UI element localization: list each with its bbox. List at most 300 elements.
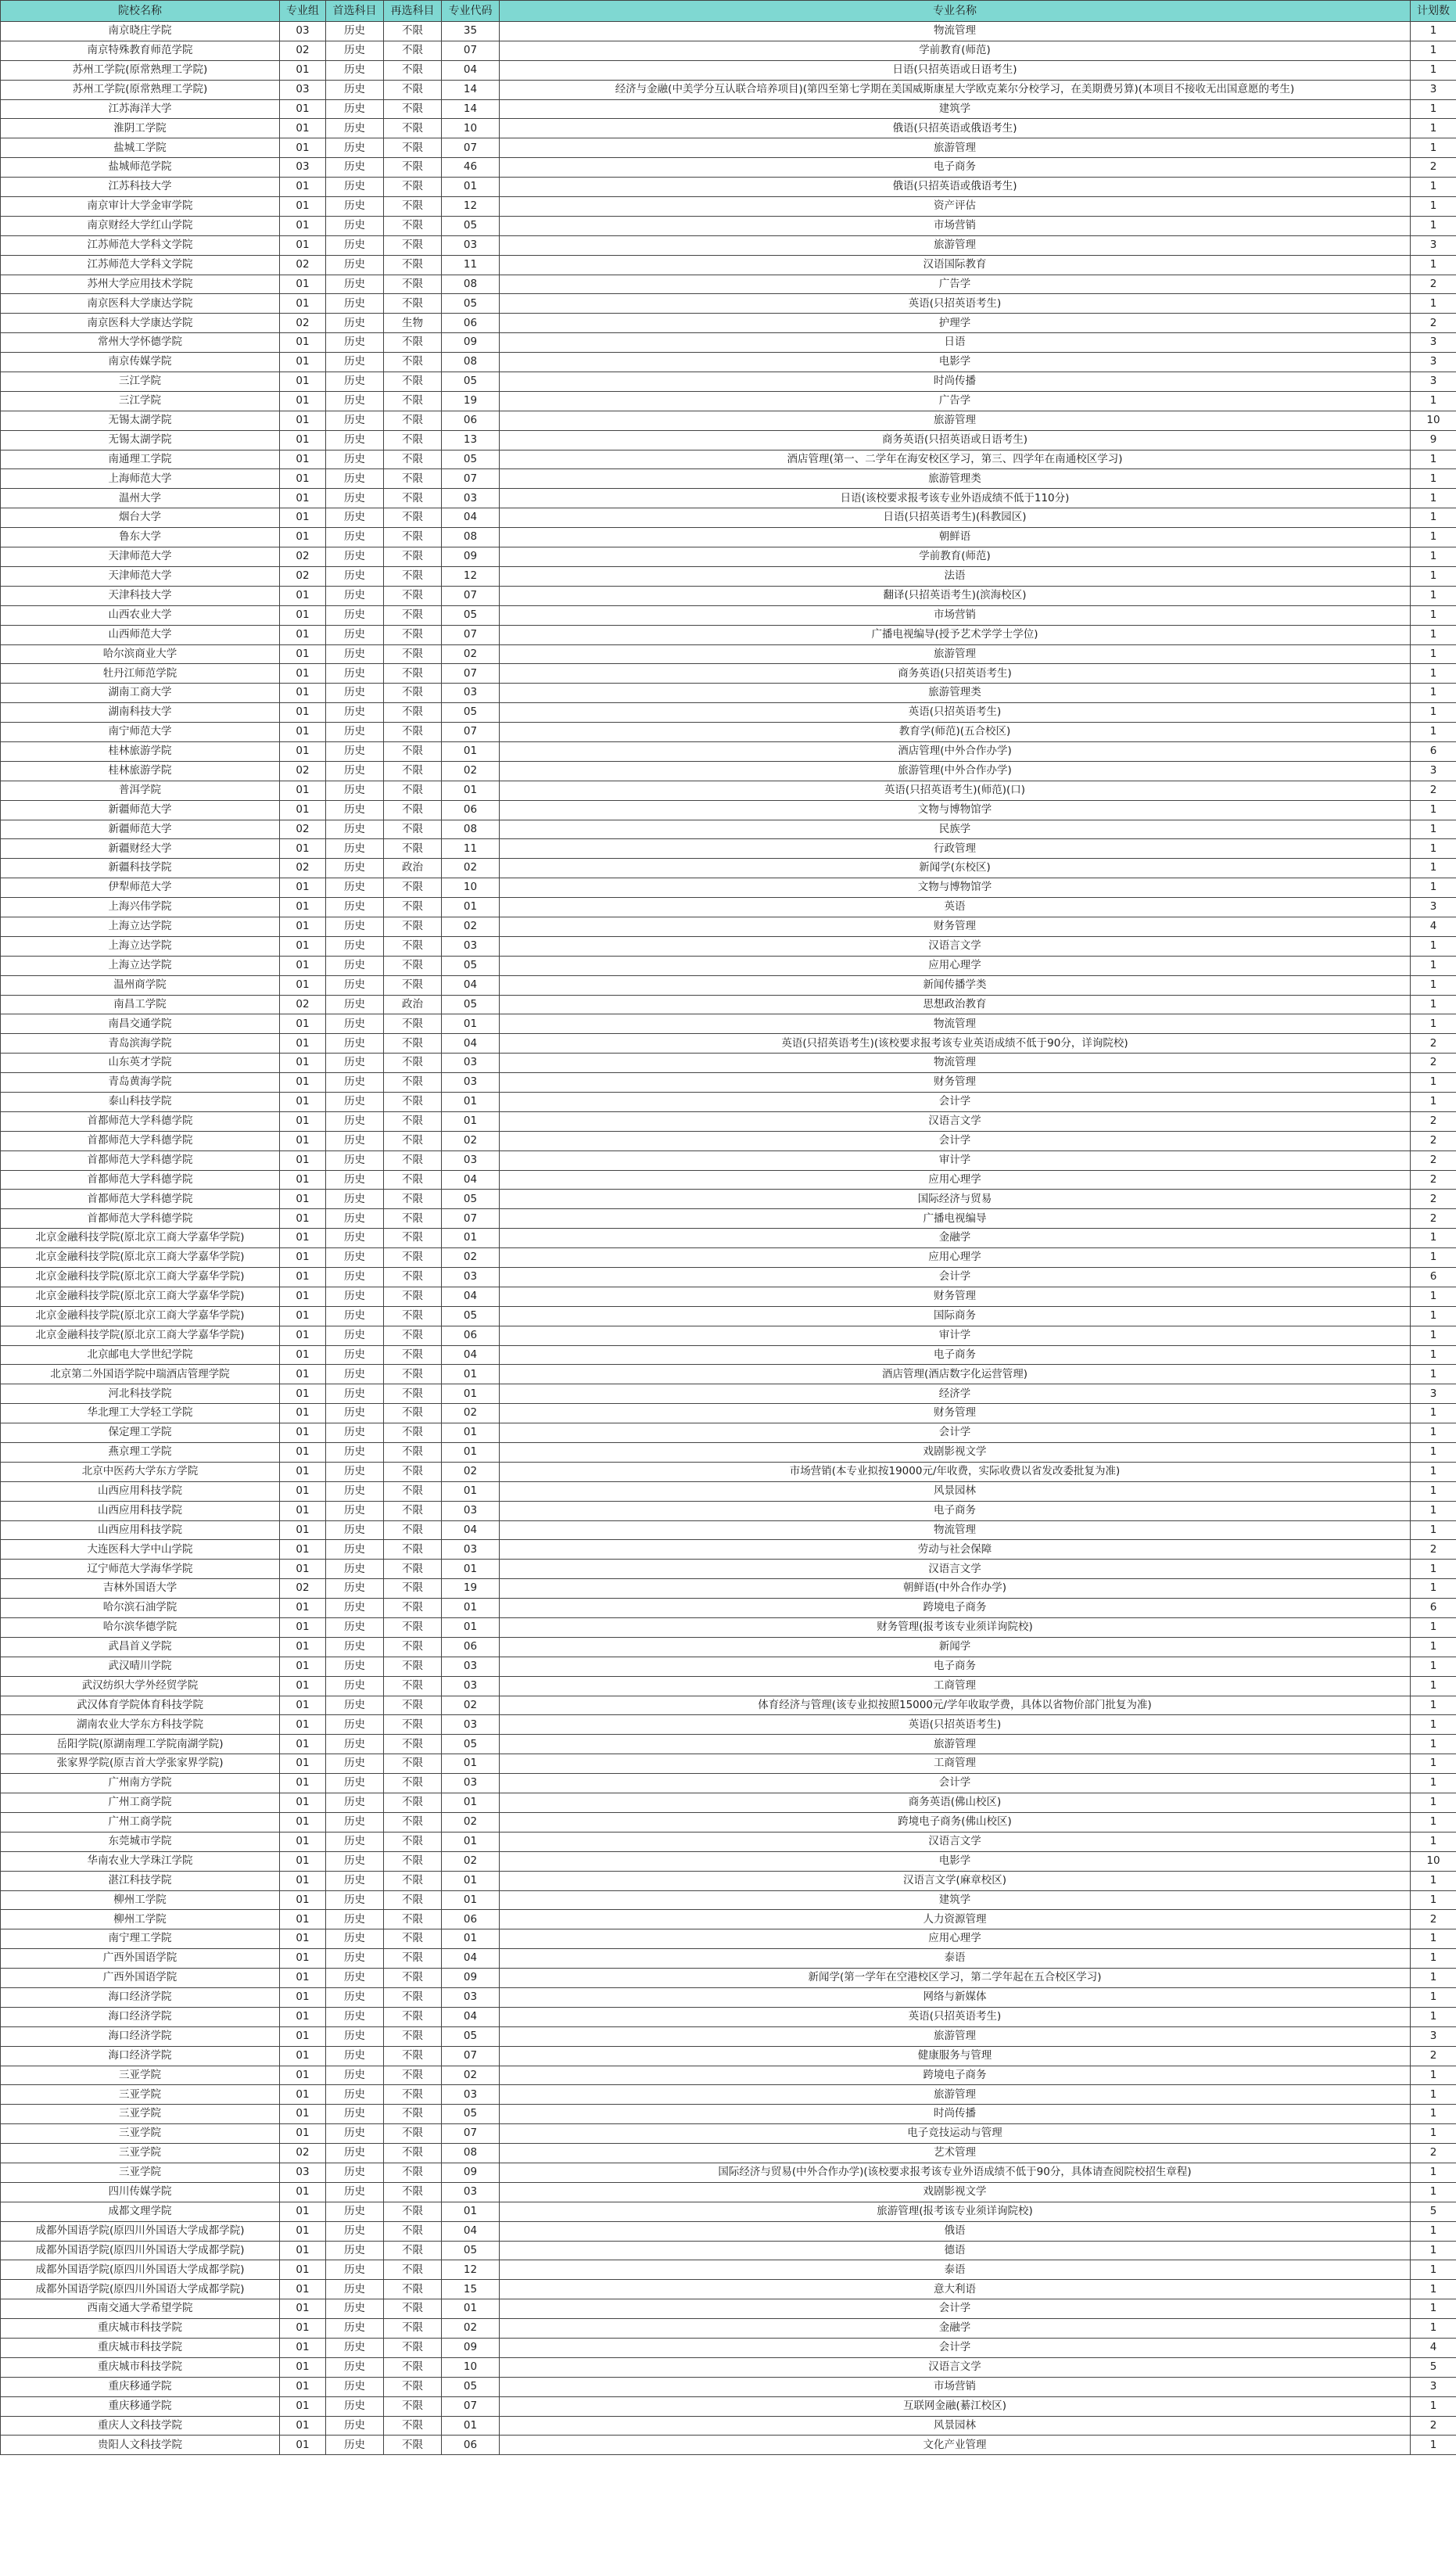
major-name-cell: 泰语 [500, 1949, 1411, 1969]
school-name-cell: 保定理工学院 [1, 1423, 280, 1443]
second-subject-cell: 不限 [384, 1481, 442, 1501]
first-subject-cell: 历史 [326, 1229, 384, 1248]
school-name-cell: 北京第二外国语学院中瑞酒店管理学院 [1, 1365, 280, 1384]
school-name-cell: 柳州工学院 [1, 1890, 280, 1910]
first-subject-cell: 历史 [326, 1150, 384, 1170]
major-code-cell: 01 [442, 1111, 500, 1131]
school-name-cell: 岳阳学院(原湖南理工学院南湖学院) [1, 1735, 280, 1754]
first-subject-cell: 历史 [326, 2357, 384, 2377]
table-row [1, 644, 1456, 664]
table-row [1, 411, 1456, 430]
school-name-cell: 桂林旅游学院 [1, 741, 280, 761]
major-code-cell: 06 [442, 2436, 500, 2455]
major-code-cell: 02 [442, 1812, 500, 1832]
school-name-cell: 湖南农业大学东方科技学院 [1, 1715, 280, 1735]
major-code-cell: 03 [442, 1150, 500, 1170]
first-subject-cell: 历史 [326, 411, 384, 430]
major-code-cell: 02 [442, 1131, 500, 1150]
school-name-cell: 北京金融科技学院(原北京工商大学嘉华学院) [1, 1287, 280, 1306]
plan-count-cell: 1 [1411, 995, 1456, 1014]
major-name-cell: 物流管理 [500, 22, 1411, 41]
major-group-cell: 01 [280, 605, 326, 625]
second-subject-cell: 不限 [384, 2319, 442, 2339]
second-subject-cell: 不限 [384, 664, 442, 684]
major-name-cell: 物流管理 [500, 1014, 1411, 1034]
major-code-cell: 02 [442, 1462, 500, 1481]
major-name-cell: 风景园林 [500, 2416, 1411, 2436]
first-subject-cell: 历史 [326, 878, 384, 898]
second-subject-cell: 不限 [384, 2026, 442, 2046]
second-subject-cell: 不限 [384, 2144, 442, 2163]
major-name-cell: 英语(只招英语考生)(该校要求报考该专业英语成绩不低于90分，详询院校) [500, 1034, 1411, 1054]
first-subject-cell: 历史 [326, 664, 384, 684]
major-name-cell: 时尚传播 [500, 372, 1411, 392]
first-subject-cell: 历史 [326, 2260, 384, 2280]
second-subject-cell: 不限 [384, 2046, 442, 2066]
first-subject-cell: 历史 [326, 1054, 384, 1073]
school-name-cell: 重庆移通学院 [1, 2396, 280, 2416]
major-name-cell: 戏剧影视文学 [500, 1443, 1411, 1463]
major-group-cell: 01 [280, 2260, 326, 2280]
school-name-cell: 淮阴工学院 [1, 119, 280, 138]
plan-count-cell: 1 [1411, 1715, 1456, 1735]
major-name-cell: 俄语 [500, 2221, 1411, 2241]
plan-count-cell: 2 [1411, 2144, 1456, 2163]
major-group-cell: 01 [280, 1014, 326, 1034]
school-name-cell: 武汉体育学院体育科技学院 [1, 1696, 280, 1715]
first-subject-cell: 历史 [326, 898, 384, 917]
school-name-cell: 江苏海洋大学 [1, 99, 280, 119]
major-group-cell: 01 [280, 1092, 326, 1111]
major-group-cell: 01 [280, 1073, 326, 1093]
table-row [1, 1890, 1456, 1910]
school-name-cell: 山西应用科技学院 [1, 1501, 280, 1520]
second-subject-cell: 不限 [384, 333, 442, 353]
second-subject-cell: 政治 [384, 995, 442, 1014]
second-subject-cell: 不限 [384, 1423, 442, 1443]
major-group-cell: 01 [280, 372, 326, 392]
table-row [1, 995, 1456, 1014]
table-row [1, 294, 1456, 314]
table-body [1, 22, 1456, 2455]
major-code-cell: 01 [442, 781, 500, 800]
plan-count-cell: 1 [1411, 1969, 1456, 1988]
second-subject-cell: 不限 [384, 60, 442, 80]
major-group-cell: 01 [280, 1890, 326, 1910]
school-name-cell: 首都师范大学科德学院 [1, 1170, 280, 1190]
table-row [1, 703, 1456, 723]
major-code-cell: 03 [442, 235, 500, 255]
first-subject-cell: 历史 [326, 178, 384, 197]
major-code-cell: 04 [442, 1949, 500, 1969]
second-subject-cell: 不限 [384, 1287, 442, 1306]
table-row [1, 314, 1456, 333]
second-subject-cell: 不限 [384, 1637, 442, 1657]
major-group-cell: 01 [280, 1365, 326, 1384]
major-name-cell: 旅游管理(中外合作办学) [500, 761, 1411, 781]
second-subject-cell: 不限 [384, 450, 442, 469]
first-subject-cell: 历史 [326, 1190, 384, 1209]
plan-count-cell: 1 [1411, 1949, 1456, 1969]
table-row [1, 2085, 1456, 2105]
major-group-cell: 01 [280, 1637, 326, 1657]
second-subject-cell: 不限 [384, 547, 442, 567]
major-name-cell: 应用心理学 [500, 956, 1411, 975]
major-code-cell: 03 [442, 1657, 500, 1676]
school-name-cell: 哈尔滨商业大学 [1, 644, 280, 664]
major-code-cell: 10 [442, 2357, 500, 2377]
first-subject-cell: 历史 [326, 1365, 384, 1384]
plan-count-cell: 1 [1411, 1812, 1456, 1832]
major-group-cell: 01 [280, 1306, 326, 1326]
major-group-cell: 03 [280, 80, 326, 99]
table-row [1, 605, 1456, 625]
major-name-cell: 旅游管理 [500, 2085, 1411, 2105]
first-subject-cell: 历史 [326, 430, 384, 450]
second-subject-cell: 不限 [384, 703, 442, 723]
first-subject-cell: 历史 [326, 741, 384, 761]
major-code-cell: 11 [442, 839, 500, 859]
major-group-cell: 01 [280, 1832, 326, 1851]
major-code-cell: 04 [442, 60, 500, 80]
plan-count-cell: 1 [1411, 1306, 1456, 1326]
first-subject-cell: 历史 [326, 1034, 384, 1054]
plan-count-cell: 2 [1411, 275, 1456, 294]
table-row [1, 1384, 1456, 1404]
second-subject-cell: 不限 [384, 2202, 442, 2221]
plan-count-cell: 6 [1411, 1268, 1456, 1287]
table-row [1, 1345, 1456, 1365]
major-group-cell: 02 [280, 1579, 326, 1599]
major-group-cell: 03 [280, 2163, 326, 2182]
major-group-cell: 01 [280, 2105, 326, 2124]
table-row [1, 1696, 1456, 1715]
plan-count-cell: 1 [1411, 644, 1456, 664]
plan-count-cell: 1 [1411, 1637, 1456, 1657]
plan-count-cell: 1 [1411, 294, 1456, 314]
table-row [1, 1754, 1456, 1774]
major-code-cell: 01 [442, 2202, 500, 2221]
major-code-cell: 05 [442, 1190, 500, 1209]
first-subject-cell: 历史 [326, 859, 384, 878]
plan-count-cell: 6 [1411, 1599, 1456, 1618]
plan-count-cell: 1 [1411, 1735, 1456, 1754]
plan-count-cell: 1 [1411, 2163, 1456, 2182]
first-subject-cell: 历史 [326, 2202, 384, 2221]
plan-count-cell: 1 [1411, 703, 1456, 723]
major-name-cell: 汉语言文学 [500, 2357, 1411, 2377]
plan-count-cell: 1 [1411, 1579, 1456, 1599]
major-name-cell: 民族学 [500, 820, 1411, 839]
table-row [1, 216, 1456, 235]
school-name-cell: 南京晓庄学院 [1, 22, 280, 41]
table-row [1, 2280, 1456, 2299]
second-subject-cell: 不限 [384, 839, 442, 859]
table-row [1, 60, 1456, 80]
plan-count-cell: 1 [1411, 1890, 1456, 1910]
school-name-cell: 天津科技大学 [1, 586, 280, 605]
major-name-cell: 文物与博物馆学 [500, 800, 1411, 820]
second-subject-cell: 不限 [384, 975, 442, 995]
plan-count-cell: 1 [1411, 605, 1456, 625]
major-name-cell: 财务管理(报考该专业须详询院校) [500, 1618, 1411, 1638]
plan-count-cell: 4 [1411, 917, 1456, 936]
first-subject-cell: 历史 [326, 684, 384, 703]
school-name-cell: 首都师范大学科德学院 [1, 1190, 280, 1209]
first-subject-cell: 历史 [326, 1657, 384, 1676]
first-subject-cell: 历史 [326, 2377, 384, 2396]
school-name-cell: 青岛黄海学院 [1, 1073, 280, 1093]
first-subject-cell: 历史 [326, 2416, 384, 2436]
major-code-cell: 01 [442, 1832, 500, 1851]
plan-count-cell: 3 [1411, 761, 1456, 781]
school-name-cell: 燕京理工学院 [1, 1443, 280, 1463]
second-subject-cell: 不限 [384, 1443, 442, 1463]
major-name-cell: 财务管理 [500, 1073, 1411, 1093]
major-code-cell: 03 [442, 1676, 500, 1696]
major-code-cell: 01 [442, 1229, 500, 1248]
major-code-cell: 03 [442, 1774, 500, 1793]
school-name-cell: 贵阳人文科技学院 [1, 2436, 280, 2455]
major-group-cell: 01 [280, 450, 326, 469]
major-group-cell: 01 [280, 2066, 326, 2085]
table-row [1, 2163, 1456, 2182]
plan-count-cell: 4 [1411, 2338, 1456, 2357]
first-subject-cell: 历史 [326, 508, 384, 528]
major-name-cell: 翻译(只招英语考生)(滨海校区) [500, 586, 1411, 605]
major-group-cell: 01 [280, 1111, 326, 1131]
second-subject-cell: 不限 [384, 1599, 442, 1618]
first-subject-cell: 历史 [326, 1111, 384, 1131]
second-subject-cell: 不限 [384, 1987, 442, 2007]
second-subject-cell: 不限 [384, 22, 442, 41]
major-code-cell: 11 [442, 255, 500, 275]
major-group-cell: 01 [280, 1326, 326, 1345]
plan-count-cell: 5 [1411, 2357, 1456, 2377]
major-code-cell: 05 [442, 216, 500, 235]
major-group-cell: 02 [280, 41, 326, 60]
major-group-cell: 02 [280, 566, 326, 586]
table-row [1, 99, 1456, 119]
table-row [1, 1248, 1456, 1268]
major-name-cell: 英语 [500, 898, 1411, 917]
major-name-cell: 电影学 [500, 1851, 1411, 1871]
major-code-cell: 02 [442, 1248, 500, 1268]
second-subject-cell: 不限 [384, 1229, 442, 1248]
school-name-cell: 河北科技学院 [1, 1384, 280, 1404]
first-subject-cell: 历史 [326, 1735, 384, 1754]
plan-count-cell: 1 [1411, 1073, 1456, 1093]
second-subject-cell: 不限 [384, 216, 442, 235]
plan-count-cell: 1 [1411, 1929, 1456, 1949]
major-group-cell: 01 [280, 1735, 326, 1754]
major-name-cell: 财务管理 [500, 917, 1411, 936]
second-subject-cell: 不限 [384, 2085, 442, 2105]
major-code-cell: 02 [442, 2066, 500, 2085]
table-row [1, 1774, 1456, 1793]
second-subject-cell: 不限 [384, 2377, 442, 2396]
first-subject-cell: 历史 [326, 1540, 384, 1560]
plan-count-cell: 2 [1411, 1170, 1456, 1190]
major-name-cell: 会计学 [500, 1774, 1411, 1793]
major-code-cell: 03 [442, 684, 500, 703]
plan-count-cell: 1 [1411, 1871, 1456, 1890]
first-subject-cell: 历史 [326, 2085, 384, 2105]
major-name-cell: 俄语(只招英语或俄语考生) [500, 178, 1411, 197]
major-group-cell: 01 [280, 2026, 326, 2046]
major-code-cell: 06 [442, 1637, 500, 1657]
major-group-cell: 01 [280, 1949, 326, 1969]
school-name-cell: 吉林外国语大学 [1, 1579, 280, 1599]
plan-count-cell: 1 [1411, 469, 1456, 489]
school-name-cell: 广州工商学院 [1, 1793, 280, 1813]
school-name-cell: 江苏科技大学 [1, 178, 280, 197]
second-subject-cell: 不限 [384, 80, 442, 99]
table-row [1, 2416, 1456, 2436]
major-group-cell: 01 [280, 2319, 326, 2339]
major-name-cell: 英语(只招英语考生)(师范)(口) [500, 781, 1411, 800]
major-name-cell: 旅游管理 [500, 644, 1411, 664]
school-name-cell: 三亚学院 [1, 2144, 280, 2163]
table-row [1, 878, 1456, 898]
major-name-cell: 经济学 [500, 1384, 1411, 1404]
first-subject-cell: 历史 [326, 2026, 384, 2046]
second-subject-cell: 不限 [384, 684, 442, 703]
school-name-cell: 哈尔滨石油学院 [1, 1599, 280, 1618]
major-name-cell: 电子竞技运动与管理 [500, 2124, 1411, 2144]
second-subject-cell: 不限 [384, 2105, 442, 2124]
plan-count-cell: 1 [1411, 60, 1456, 80]
school-name-cell: 上海师范大学 [1, 469, 280, 489]
plan-count-cell: 1 [1411, 1774, 1456, 1793]
plan-count-cell: 1 [1411, 1560, 1456, 1579]
table-row [1, 1676, 1456, 1696]
table-row [1, 1111, 1456, 1131]
table-row [1, 1540, 1456, 1560]
second-subject-cell: 不限 [384, 1306, 442, 1326]
first-subject-cell: 历史 [326, 2299, 384, 2319]
major-code-cell: 05 [442, 2241, 500, 2260]
plan-count-cell: 1 [1411, 2124, 1456, 2144]
table-row [1, 1520, 1456, 1540]
major-group-cell: 01 [280, 1871, 326, 1890]
school-name-cell: 南京传媒学院 [1, 353, 280, 372]
plan-count-cell: 1 [1411, 1326, 1456, 1345]
table-row [1, 1229, 1456, 1248]
table-row [1, 1268, 1456, 1287]
table-row [1, 956, 1456, 975]
major-code-cell: 04 [442, 1287, 500, 1306]
table-row [1, 2105, 1456, 2124]
major-group-cell: 01 [280, 898, 326, 917]
plan-count-cell: 3 [1411, 1384, 1456, 1404]
table-row [1, 1404, 1456, 1423]
major-name-cell: 新闻学 [500, 1637, 1411, 1657]
first-subject-cell: 历史 [326, 566, 384, 586]
major-code-cell: 09 [442, 1969, 500, 1988]
plan-count-cell: 1 [1411, 1287, 1456, 1306]
plan-count-cell: 1 [1411, 1092, 1456, 1111]
second-subject-cell: 不限 [384, 1268, 442, 1287]
major-group-cell: 01 [280, 2377, 326, 2396]
second-subject-cell: 不限 [384, 1054, 442, 1073]
first-subject-cell: 历史 [326, 839, 384, 859]
plan-count-cell: 1 [1411, 859, 1456, 878]
table-row [1, 1054, 1456, 1073]
plan-count-cell: 1 [1411, 800, 1456, 820]
major-code-cell: 08 [442, 275, 500, 294]
plan-count-cell: 1 [1411, 2280, 1456, 2299]
school-name-cell: 苏州工学院(原常熟理工学院) [1, 80, 280, 99]
second-subject-cell: 不限 [384, 138, 442, 158]
major-code-cell: 01 [442, 1929, 500, 1949]
plan-count-cell: 2 [1411, 2416, 1456, 2436]
major-group-cell: 01 [280, 2280, 326, 2299]
major-group-cell: 01 [280, 1287, 326, 1306]
second-subject-cell: 不限 [384, 411, 442, 430]
major-code-cell: 14 [442, 99, 500, 119]
first-subject-cell: 历史 [326, 1287, 384, 1306]
school-name-cell: 苏州大学应用技术学院 [1, 275, 280, 294]
plan-count-cell: 1 [1411, 2105, 1456, 2124]
school-name-cell: 武昌首义学院 [1, 1637, 280, 1657]
second-subject-cell: 不限 [384, 800, 442, 820]
major-name-cell: 工商管理 [500, 1676, 1411, 1696]
first-subject-cell: 历史 [326, 450, 384, 469]
major-name-cell: 朝鲜语(中外合作办学) [500, 1579, 1411, 1599]
first-subject-cell: 历史 [326, 333, 384, 353]
major-code-cell: 03 [442, 1540, 500, 1560]
major-code-cell: 02 [442, 1851, 500, 1871]
major-name-cell: 跨境电子商务 [500, 2066, 1411, 2085]
major-code-cell: 06 [442, 1326, 500, 1345]
first-subject-cell: 历史 [326, 1306, 384, 1326]
major-group-cell: 01 [280, 1501, 326, 1520]
major-group-cell: 01 [280, 2396, 326, 2416]
table-row [1, 1092, 1456, 1111]
plan-count-cell: 2 [1411, 2046, 1456, 2066]
plan-count-cell: 2 [1411, 1209, 1456, 1229]
table-row [1, 391, 1456, 411]
school-name-cell: 新疆师范大学 [1, 800, 280, 820]
plan-count-cell: 1 [1411, 547, 1456, 567]
major-name-cell: 英语(只招英语考生) [500, 2007, 1411, 2026]
second-subject-cell: 不限 [384, 820, 442, 839]
major-group-cell: 01 [280, 2007, 326, 2026]
plan-count-cell: 1 [1411, 2319, 1456, 2339]
major-name-cell: 行政管理 [500, 839, 1411, 859]
major-code-cell: 08 [442, 820, 500, 839]
second-subject-cell: 不限 [384, 2066, 442, 2085]
plan-count-cell: 1 [1411, 255, 1456, 275]
major-group-cell: 01 [280, 1345, 326, 1365]
major-code-cell: 07 [442, 625, 500, 644]
major-code-cell: 03 [442, 489, 500, 508]
plan-count-cell: 3 [1411, 2026, 1456, 2046]
table-row [1, 898, 1456, 917]
table-row [1, 528, 1456, 547]
major-code-cell: 19 [442, 1579, 500, 1599]
major-group-cell: 01 [280, 99, 326, 119]
major-name-cell: 市场营销 [500, 216, 1411, 235]
major-name-cell: 艺术管理 [500, 2144, 1411, 2163]
first-subject-cell: 历史 [326, 703, 384, 723]
major-group-cell: 01 [280, 353, 326, 372]
major-code-cell: 15 [442, 2280, 500, 2299]
first-subject-cell: 历史 [326, 2221, 384, 2241]
second-subject-cell: 不限 [384, 197, 442, 217]
major-name-cell: 新闻传播学类 [500, 975, 1411, 995]
